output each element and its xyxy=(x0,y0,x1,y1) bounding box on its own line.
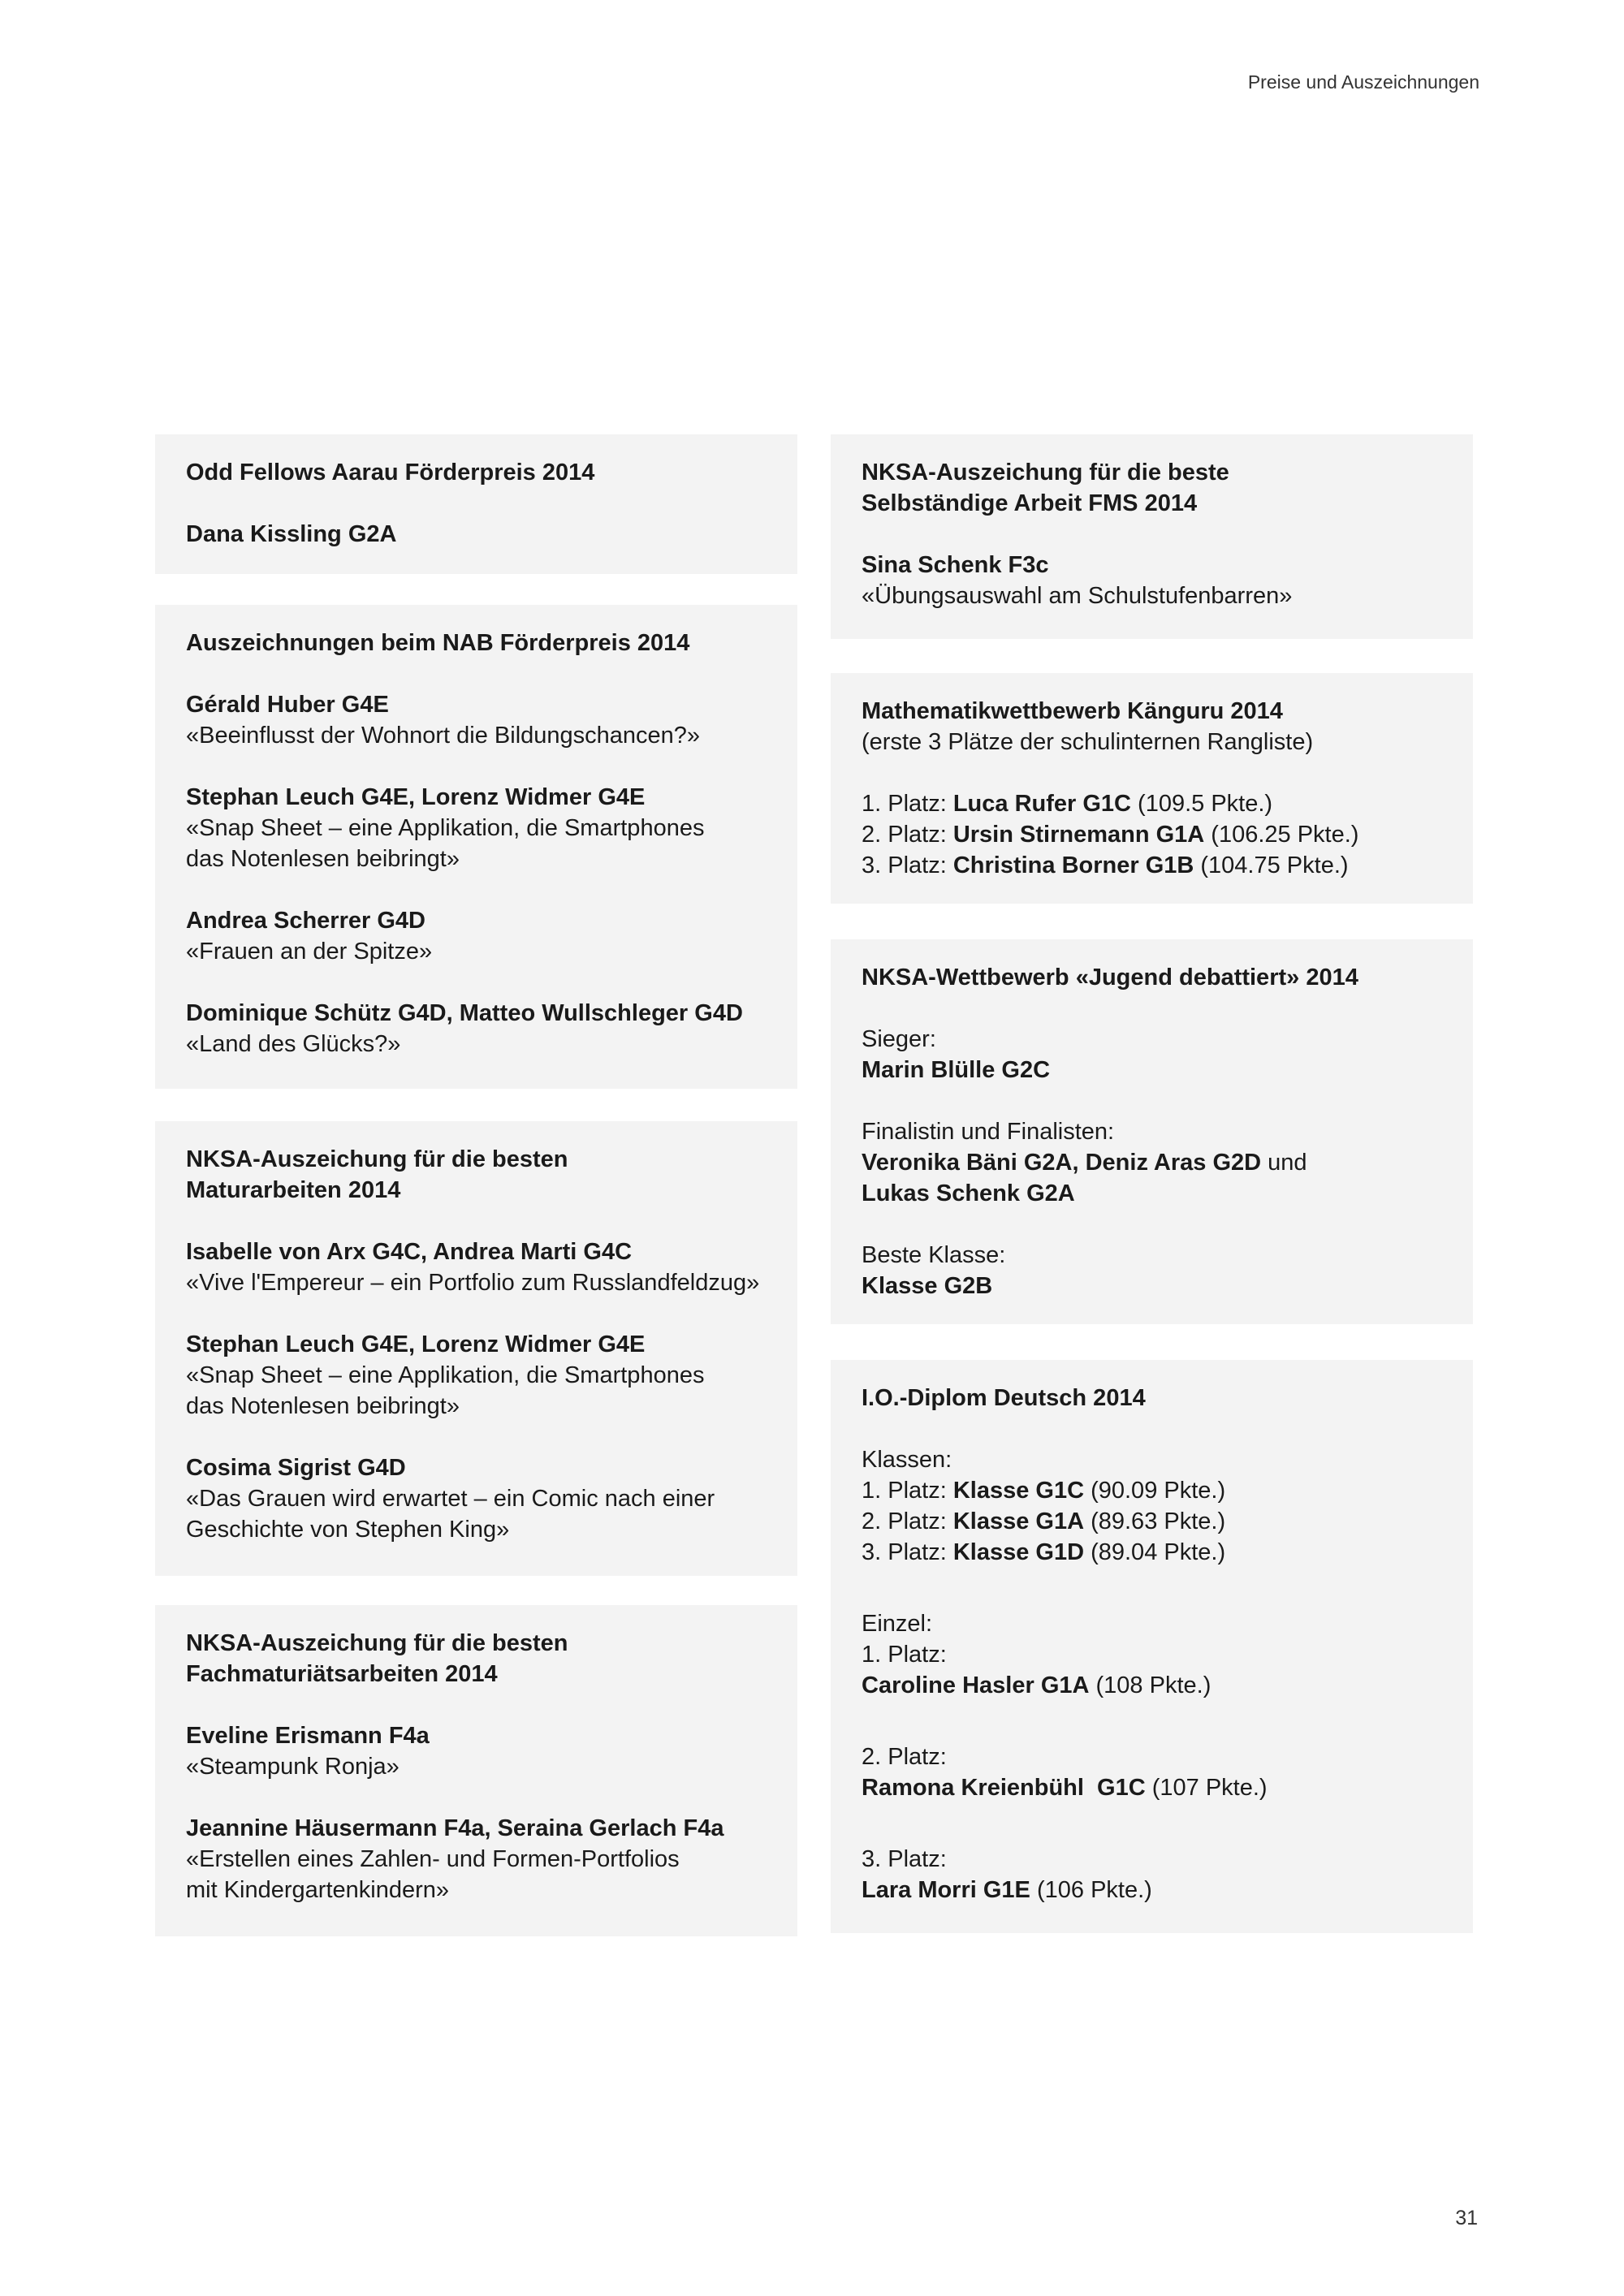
award-box-nab xyxy=(155,605,797,1089)
place-line: 2. Platz: Klasse G1A (89.63 Pkte.) xyxy=(862,1508,1226,1534)
award-winner: Dana Kissling G2A xyxy=(186,521,397,547)
place-label: 3. Platz: xyxy=(862,1846,947,1872)
award-title: Maturarbeiten 2014 xyxy=(186,1177,401,1203)
entry-work: das Notenlesen beibringt» xyxy=(186,846,460,872)
award-title: Auszeichnungen beim NAB Förderpreis 2014 xyxy=(186,630,690,656)
award-title: NKSA-Auszeichung für die besten xyxy=(186,1146,568,1172)
entry-work: «Steampunk Ronja» xyxy=(186,1754,400,1780)
award-subtitle: (erste 3 Plätze der schulinternen Rangliste) xyxy=(862,729,1314,755)
award-title: Mathematikwettbewerb Känguru 2014 xyxy=(862,698,1283,724)
place-line: Ramona Kreienbühl G1C (107 Pkte.) xyxy=(862,1775,1268,1801)
left-column xyxy=(155,434,797,1936)
finalists-label: Finalistin und Finalisten: xyxy=(862,1119,1115,1145)
entry-names: Stephan Leuch G4E, Lorenz Widmer G4E xyxy=(186,1331,646,1357)
entry-work: das Notenlesen beibringt» xyxy=(186,1393,460,1419)
class-label: Beste Klasse: xyxy=(862,1242,1006,1268)
running-header: Preise und Auszeichnungen xyxy=(1247,71,1479,93)
award-box-debattiert xyxy=(831,939,1473,1324)
entry-work: mit Kindergartenkindern» xyxy=(186,1877,450,1903)
award-title: Fachmaturiätsarbeiten 2014 xyxy=(186,1661,498,1687)
entry-names: Dominique Schütz G4D, Matteo Wullschleger G4D xyxy=(186,1000,743,1026)
award-box-fms xyxy=(831,434,1473,639)
entry-work: «Land des Glücks?» xyxy=(186,1031,401,1057)
award-title: I.O.-Diplom Deutsch 2014 xyxy=(862,1385,1146,1411)
place-name: Caroline Hasler G1A xyxy=(862,1672,1090,1698)
place-name: Ramona Kreienbühl G1C xyxy=(862,1775,1146,1801)
place-name: Klasse G1C xyxy=(952,1478,1085,1504)
award-title: Odd Fellows Aarau Förderpreis 2014 xyxy=(186,460,595,486)
award-title: NKSA-Auszeichung für die beste xyxy=(862,460,1229,486)
place-line: 3. Platz: Klasse G1D (89.04 Pkte.) xyxy=(862,1539,1226,1565)
award-box-odd-fellows xyxy=(155,434,797,574)
award-box-maturarbeiten xyxy=(155,1121,797,1576)
entry-names: Isabelle von Arx G4C, Andrea Marti G4C xyxy=(186,1239,633,1265)
place-label: 1. Platz: xyxy=(862,1642,947,1668)
finalists-line: Veronika Bäni G2A, Deniz Aras G2D und xyxy=(862,1150,1307,1176)
entry-work: «Frauen an der Spitze» xyxy=(186,939,433,965)
winner-name: Marin Blülle G2C xyxy=(862,1057,1051,1083)
place-label: 2. Platz: xyxy=(862,1744,947,1770)
place-name: Luca Rufer G1C xyxy=(952,791,1131,817)
entry-work: Geschichte von Stephen King» xyxy=(186,1517,510,1543)
entry-names: Sina Schenk F3c xyxy=(862,552,1049,578)
entry-names: Eveline Erismann F4a xyxy=(186,1723,430,1749)
entry-names: Andrea Scherrer G4D xyxy=(186,908,425,934)
entry-work: «Erstellen eines Zahlen- und Formen-Portfolios xyxy=(186,1846,680,1872)
place-name: Klasse G1A xyxy=(952,1508,1085,1534)
award-box-io-diplom xyxy=(831,1360,1473,1933)
winner-label: Sieger: xyxy=(862,1026,936,1052)
place-line: 1. Platz: Klasse G1C (90.09 Pkte.) xyxy=(862,1478,1226,1504)
award-title: NKSA-Auszeichung für die besten xyxy=(186,1630,568,1656)
classes-label: Klassen: xyxy=(862,1447,952,1473)
entry-work: «Snap Sheet – eine Applikation, die Smartphones xyxy=(186,815,705,841)
entry-names: Jeannine Häusermann F4a, Seraina Gerlach F4a xyxy=(186,1815,724,1841)
entry-work: «Snap Sheet – eine Applikation, die Smartphones xyxy=(186,1362,705,1388)
place-name: Klasse G1D xyxy=(952,1539,1085,1565)
award-title: Selbständige Arbeit FMS 2014 xyxy=(862,490,1198,516)
place-name: Christina Borner G1B xyxy=(952,852,1194,878)
place-name: Lara Morri G1E xyxy=(862,1877,1030,1903)
award-box-fachmaturitaet xyxy=(155,1605,797,1936)
entry-work: «Übungsauswahl am Schulstufenbarren» xyxy=(862,583,1293,609)
place-line: 2. Platz: Ursin Stirnemann G1A (106.25 Pkte.) xyxy=(862,822,1359,848)
entry-names: Stephan Leuch G4E, Lorenz Widmer G4E xyxy=(186,784,646,810)
entry-work: «Vive l'Empereur – ein Portfolio zum Russlandfeldzug» xyxy=(186,1270,760,1296)
entry-names: Gérald Huber G4E xyxy=(186,692,389,718)
individual-label: Einzel: xyxy=(862,1611,933,1637)
entry-names: Cosima Sigrist G4D xyxy=(186,1455,406,1481)
place-line: Caroline Hasler G1A (108 Pkte.) xyxy=(862,1672,1212,1698)
award-title: NKSA-Wettbewerb «Jugend debattiert» 2014 xyxy=(862,965,1358,990)
entry-work: «Das Grauen wird erwartet – ein Comic nach einer xyxy=(186,1486,715,1512)
right-column xyxy=(831,434,1473,1933)
finalists-line: Lukas Schenk G2A xyxy=(862,1180,1075,1206)
entry-work: «Beeinflusst der Wohnort die Bildungschancen?» xyxy=(186,723,701,749)
place-line: 1. Platz: Luca Rufer G1C (109.5 Pkte.) xyxy=(862,791,1273,817)
page-number: 31 xyxy=(1455,2207,1478,2229)
class-name: Klasse G2B xyxy=(862,1273,993,1299)
place-line: Lara Morri G1E (106 Pkte.) xyxy=(862,1877,1152,1903)
award-box-kaenguru xyxy=(831,673,1473,904)
place-name: Ursin Stirnemann G1A xyxy=(952,822,1205,848)
place-line: 3. Platz: Christina Borner G1B (104.75 Pkte.) xyxy=(862,852,1349,878)
